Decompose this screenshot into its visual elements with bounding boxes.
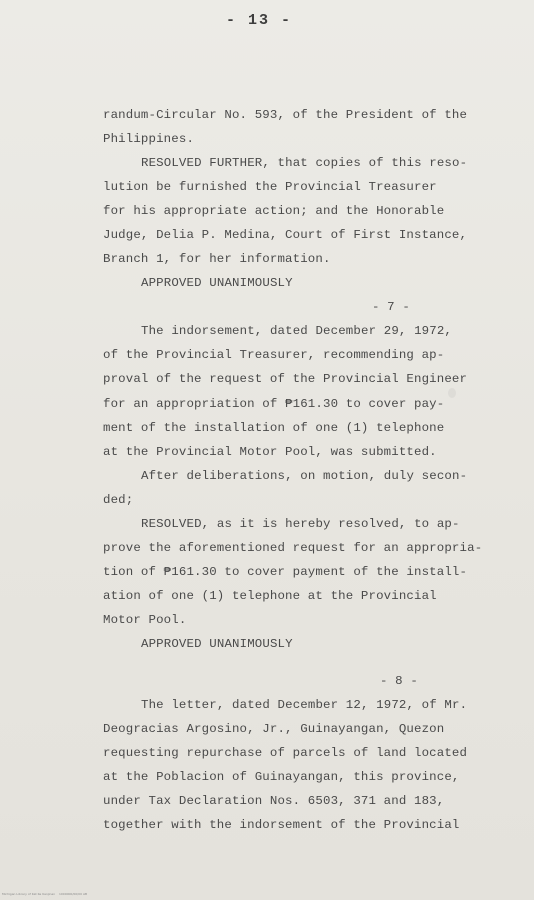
text-line-6: Judge, Delia P. Medina, Court of First Instance, <box>103 228 468 242</box>
text-line-3: RESOLVED FURTHER, that copies of this reso- <box>141 156 468 170</box>
text-line-11: of the Provincial Treasurer, recommending ap- <box>103 348 445 362</box>
scan-footer: Michigan Library of Kat Ke Kanjinan 1000000/00/00 AB <box>2 892 88 896</box>
text-line-16: After deliberations, on motion, duly secon- <box>141 469 468 483</box>
text-line-29: under Tax Declaration Nos. 6503, 371 and 183, <box>103 794 445 808</box>
text-line-12: proval of the request of the Provincial Engineer <box>103 372 468 386</box>
text-line-4: lution be furnished the Provincial Treasurer <box>103 180 437 194</box>
text-line-5: for his appropriate action; and the Honorable <box>103 204 445 218</box>
text-line-15: at the Provincial Motor Pool, was submitted. <box>103 445 437 459</box>
item-number-8: - 8 - <box>380 674 418 688</box>
text-line-19: prove the aforementioned request for an appropria- <box>103 541 483 555</box>
page-number: - 13 - <box>226 12 293 29</box>
text-line-17: ded; <box>103 493 134 507</box>
text-line-20: tion of ₱161.30 to cover payment of the install- <box>103 565 468 579</box>
text-line-28: at the Poblacion of Guinayangan, this province, <box>103 770 460 784</box>
text-line-2: Philippines. <box>103 132 195 146</box>
text-line-30: together with the indorsement of the Provincial <box>103 818 460 832</box>
text-line-25: The letter, dated December 12, 1972, of Mr. <box>141 698 468 712</box>
text-line-10: The indorsement, dated December 29, 1972, <box>141 324 453 338</box>
text-line-13: for an appropriation of ₱161.30 to cover pay- <box>103 397 445 411</box>
text-line-18: RESOLVED, as it is hereby resolved, to ap- <box>141 517 460 531</box>
text-line-22: Motor Pool. <box>103 613 187 627</box>
approved-unanimously-2: APPROVED UNANIMOUSLY <box>141 637 293 651</box>
approved-unanimously-1: APPROVED UNANIMOUSLY <box>141 276 293 290</box>
text-line-14: ment of the installation of one (1) telephone <box>103 421 445 435</box>
text-line-7: Branch 1, for her information. <box>103 252 331 266</box>
paper-smudge <box>448 388 456 398</box>
text-line-27: requesting repurchase of parcels of land located <box>103 746 468 760</box>
text-line-21: ation of one (1) telephone at the Provincial <box>103 589 437 603</box>
item-number-7: - 7 - <box>372 300 410 314</box>
text-line-26: Deogracias Argosino, Jr., Guinayangan, Quezon <box>103 722 445 736</box>
text-line-1: randum-Circular No. 593, of the President of the <box>103 108 468 122</box>
